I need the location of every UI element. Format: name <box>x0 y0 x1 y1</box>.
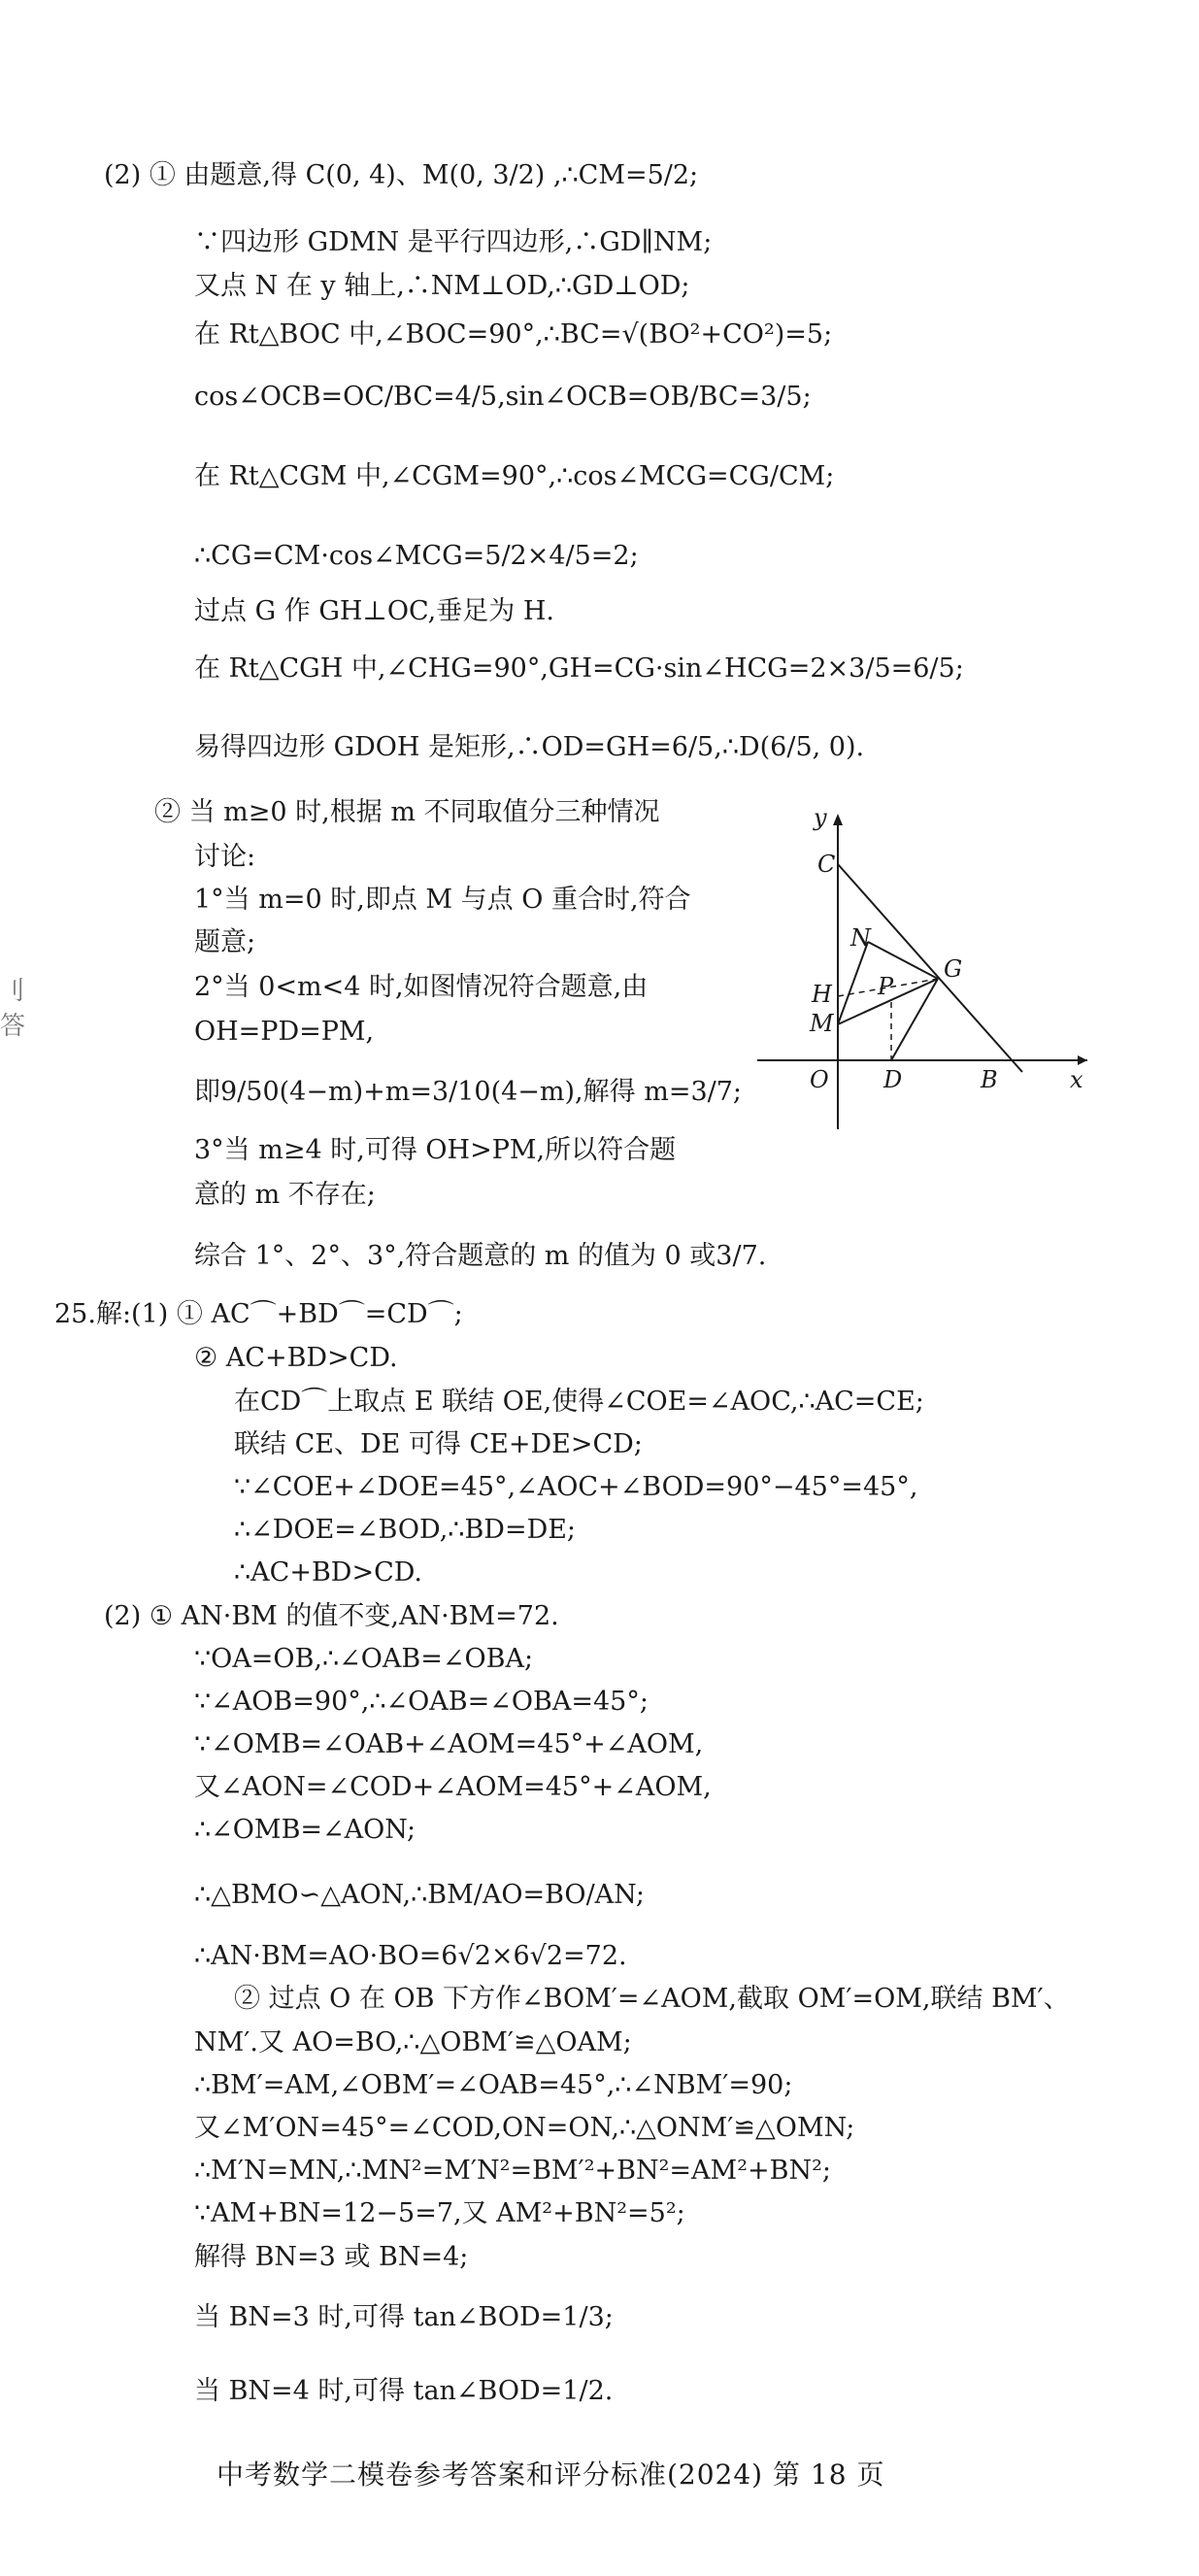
text-line: 易得四边形 GDOH 是矩形,∴OD=GH=6/5,∴D(6/5, 0). <box>194 732 865 762</box>
text-line: ∴M′N=MN,∴MN²=M′N²=BM′²+BN²=AM²+BN²; <box>194 2156 832 2186</box>
text-line: NM′.又 AO=BO,∴△OBM′≌△OAM; <box>194 2027 632 2057</box>
text-line: 综合 1°、2°、3°,符合题意的 m 的值为 0 或3/7. <box>194 1241 767 1271</box>
text-line: ∴∠OMB=∠AON; <box>194 1815 416 1845</box>
text-line: 在CD⌒上取点 E 联结 OE,使得∠COE=∠AOC,∴AC=CE; <box>234 1387 924 1417</box>
text-line: ② 过点 O 在 OB 下方作∠BOM′=∠AOM,截取 OM′=OM,联结 BM′、 <box>234 1984 1070 2014</box>
text-line: 讨论: <box>194 842 256 872</box>
text-line: 3°当 m≥4 时,可得 OH>PM,所以符合题 <box>194 1135 677 1165</box>
label-c: C <box>817 851 836 878</box>
text-line: ∴BM′=AM,∠OBM′=∠OAB=45°,∴∠NBM′=90; <box>194 2070 793 2100</box>
text-line: 过点 G 作 GH⊥OC,垂足为 H. <box>194 596 554 626</box>
label-d: D <box>883 1066 903 1093</box>
text-line: ∴AC+BD>CD. <box>234 1557 422 1588</box>
segment-gd <box>891 979 938 1060</box>
x-axis-arrow <box>1078 1055 1087 1065</box>
text-line: ∵OA=OB,∴∠OAB=∠OBA; <box>194 1644 534 1674</box>
text-line: ∴CG=CM·cos∠MCG=5/2×4/5=2; <box>194 541 639 571</box>
text-line: 1°当 m=0 时,即点 M 与点 O 重合时,符合 <box>194 885 691 915</box>
text-line: OH=PD=PM, <box>194 1017 375 1047</box>
text-line: 当 BN=3 时,可得 tan∠BOD=1/3; <box>194 2302 614 2332</box>
text-line: 2°当 0<m<4 时,如图情况符合题意,由 <box>194 972 649 1002</box>
text-line: ∵四边形 GDMN 是平行四边形,∴GD∥NM; <box>194 227 713 257</box>
label-x: x <box>1070 1066 1083 1093</box>
text-line: 又点 N 在 y 轴上,∴NM⊥OD,∴GD⊥OD; <box>194 271 690 301</box>
text-line: ∵∠OMB=∠OAB+∠AOM=45°+∠AOM, <box>194 1729 704 1759</box>
label-p: P <box>878 973 894 1000</box>
label-n: N <box>850 924 871 952</box>
text-line: (2) ① 由题意,得 C(0, 4)、M(0, 3/2) ,∴CM=5/2; <box>104 160 699 190</box>
text-line: (2) ① AN·BM 的值不变,AN·BM=72. <box>104 1601 559 1631</box>
text-line: ∴AN·BM=AO·BO=6√2×6√2=72. <box>194 1941 627 1971</box>
margin-mark: 刂 <box>0 977 26 1006</box>
text-line: ∵∠COE+∠DOE=45°,∠AOC+∠BOD=90°−45°=45°, <box>234 1472 918 1502</box>
text-line: ② AC+BD>CD. <box>194 1343 398 1373</box>
text-line: ∴△BMO∽△AON,∴BM/AO=BO/AN; <box>194 1880 645 1910</box>
text-line: 联结 CE、DE 可得 CE+DE>CD; <box>234 1429 643 1459</box>
text-line: ② 当 m≥0 时,根据 m 不同取值分三种情况 <box>154 797 660 827</box>
label-h: H <box>812 981 832 1008</box>
text-line: 即9/50(4−m)+m=3/10(4−m),解得 m=3/7; <box>194 1077 742 1107</box>
text-line: 在 Rt△CGM 中,∠CGM=90°,∴cos∠MCG=CG/CM; <box>194 461 835 491</box>
text-line: ∴∠DOE=∠BOD,∴BD=DE; <box>234 1515 577 1545</box>
text-line: ∵AM+BN=12−5=7,又 AM²+BN²=5²; <box>194 2198 685 2228</box>
text-line: 题意; <box>194 927 256 957</box>
text-line: cos∠OCB=OC/BC=4/5,sin∠OCB=OB/BC=3/5; <box>194 382 812 412</box>
text-line: 在 Rt△BOC 中,∠BOC=90°,∴BC=√(BO²+CO²)=5; <box>194 319 833 350</box>
label-b: B <box>981 1066 998 1093</box>
text-line: ∵∠AOB=90°,∴∠OAB=∠OBA=45°; <box>194 1687 649 1717</box>
text-line: 又∠AON=∠COD+∠AOM=45°+∠AOM, <box>194 1772 712 1802</box>
label-y: y <box>814 804 827 831</box>
page-footer: 中考数学二模卷参考答案和评分标准(2024) 第 18 页 <box>216 2459 885 2491</box>
text-line: 25.解:(1) ① AC⌒+BD⌒=CD⌒; <box>54 1299 463 1329</box>
margin-mark: 答 <box>0 1012 26 1041</box>
geometry-figure <box>748 804 1097 1134</box>
label-o: O <box>810 1066 829 1093</box>
y-axis-arrow <box>833 814 843 825</box>
text-line: 意的 m 不存在; <box>194 1180 376 1210</box>
label-m: M <box>810 1010 834 1037</box>
text-line: 解得 BN=3 或 BN=4; <box>194 2242 469 2272</box>
line-cb <box>838 864 1022 1072</box>
text-line: 在 Rt△CGH 中,∠CHG=90°,GH=CG·sin∠HCG=2×3/5=6/5; <box>194 653 964 684</box>
text-line: 当 BN=4 时,可得 tan∠BOD=1/2. <box>194 2376 614 2406</box>
text-line: 又∠M′ON=45°=∠COD,ON=ON,∴△ONM′≌△OMN; <box>194 2113 855 2143</box>
label-g: G <box>944 955 963 983</box>
